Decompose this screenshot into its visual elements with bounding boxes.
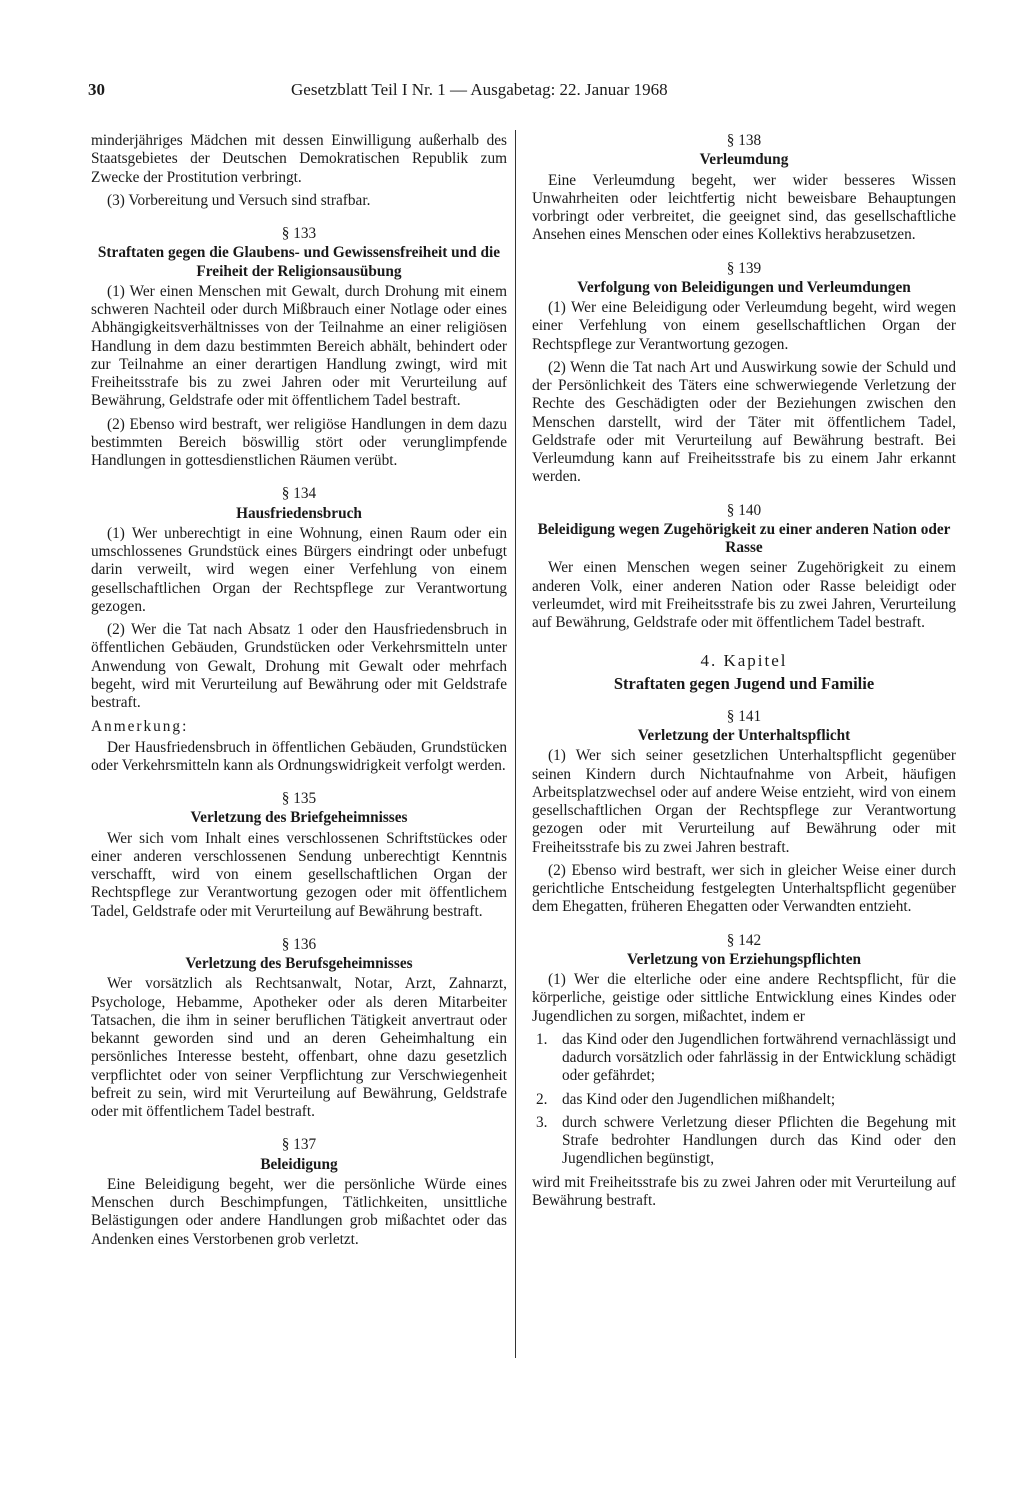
paragraph: (1) Wer unberechtigt in eine Wohnung, einen Raum oder ein umschlossenes Grundstück eines Bürgers eindringt oder unbefugt darin verweilt, wird wegen einer Verfehlung von einem gesellschaftlichen Organ der Rechtspflege zur Verantwortung gezogen. bbox=[91, 524, 507, 615]
list-item bbox=[532, 1114, 956, 1169]
chapter-label: 4. Kapitel bbox=[700, 651, 788, 671]
section-139 bbox=[532, 260, 956, 487]
list-item-text: durch schwere Verletzung dieser Pflichten die Begehung mit Strafe bedrohter Handlungen durch das Kind oder den Jugendlichen begünstigt, bbox=[562, 1113, 956, 1168]
section-title: Verletzung des Berufsgeheimnisses bbox=[185, 955, 413, 972]
section-number: § 134 bbox=[281, 485, 317, 503]
section-title: Beleidigung wegen Zugehörigkeit zu einer anderen Nation oder Rasse bbox=[537, 520, 951, 556]
paragraph: (2) Ebenso wird bestraft, wer religiöse Handlungen in dem dazu bestimmten Bereich böswillig stört oder verunglimpfende Handlungen in gottesdienstlichen Räumen verübt. bbox=[91, 415, 507, 469]
section-141 bbox=[532, 708, 956, 917]
section-number: § 136 bbox=[281, 935, 317, 953]
paragraph: (1) Wer einen Menschen mit Gewalt, durch Drohung mit einem schweren Nachteil oder durch Mißbrauch einer Notlage oder eines Abhängigkeitsverhältnisses von der Teilnahme an einer religiösen Handlung in dem dazu bestimmten Bereich abhält, behindert oder zur Teilnahme an einer derartigen Handlung zwingt, wird mit Freiheitsstrafe bis zu zwei Jahren oder mit Verurteilung auf Bewährung, Geldstrafe oder mit öffentlichem Tadel bestraft. bbox=[91, 282, 507, 410]
page-header bbox=[88, 80, 760, 106]
section-142 bbox=[532, 932, 956, 1211]
paragraph: (1) Wer sich seiner gesetzlichen Unterhaltspflicht gegenüber seinen Kindern durch Nichtaufnahme von Arbeit, häufigen Arbeitsplatzwechsel oder auf andere Weise entzieht, wird von einem gesellschaftlichen Organ der Rechtspflege zur Verantwortung gezogen oder mit Verurteilung auf Bewährung oder mit Freiheitsstrafe bis zu zwei Jahren bestraft. bbox=[532, 747, 956, 856]
paragraph: Wer vorsätzlich als Rechtsanwalt, Notar, Arzt, Zahnarzt, Psychologe, Hebamme, Apotheker oder als deren Mitarbeiter Tatsachen, die ihm in seiner beruflichen Tätigkeit anvertraut oder bekannt geworden sind und an deren Geheimhaltung ein persönliches Interesse besteht, offenbart, ohne dazu gesetzlich verpflichtet oder von seiner Verpflichtung zur Verschwiegenheit befreit zu sein, wird mit Verurteilung auf Bewährung, Geldstrafe oder mit öffentlichem Tadel bestraft. bbox=[91, 975, 507, 1120]
section-number: § 142 bbox=[726, 931, 762, 949]
section-136 bbox=[91, 936, 507, 1122]
section-title: Hausfriedensbruch bbox=[236, 504, 362, 522]
paragraph: (1) Wer eine Beleidigung oder Verleumdung begeht, wird wegen einer Verfehlung von einem gesellschaftlichen Organ der Rechtspflege zur Verantwortung gezogen. bbox=[532, 299, 956, 353]
page-number: 30 bbox=[88, 80, 105, 99]
section-title: Verfolgung von Beleidigungen und Verleumdungen bbox=[577, 278, 911, 296]
paragraph: (2) Wer die Tat nach Absatz 1 oder den Hausfriedensbruch in öffentlichen Gebäuden, Grundstücken oder Verkehrsmitteln unter Anwendung von Gewalt, Drohung mit Gewalt oder mehrfach begeht, wird mit Verurteilung auf Bewährung oder mit Geldstrafe bestraft. bbox=[91, 621, 507, 711]
list-item-number: 2. bbox=[536, 1090, 548, 1108]
section-title: Verletzung der Unterhaltspflicht bbox=[637, 727, 851, 744]
section-number: § 138 bbox=[726, 132, 762, 149]
section-number: § 135 bbox=[281, 790, 317, 807]
section-title: Verletzung des Briefgeheimnisses bbox=[190, 809, 408, 827]
section-title: Verleumdung bbox=[699, 151, 789, 169]
section-number: § 139 bbox=[726, 259, 762, 277]
section-title: Straftaten gegen die Glaubens- und Gewissensfreiheit und die Freiheit der Religionsausübung bbox=[97, 244, 501, 280]
list-item-number: 1. bbox=[536, 1030, 548, 1048]
section-137 bbox=[91, 1136, 507, 1249]
left-column bbox=[91, 132, 507, 1254]
section-number: § 140 bbox=[726, 501, 762, 519]
list-item-text: das Kind oder den Jugendlichen mißhandelt; bbox=[562, 1090, 836, 1108]
section-140 bbox=[532, 502, 956, 633]
intro-paragraph: minderjähriges Mädchen mit dessen Einwilligung außerhalb des Staatsgebietes der Deutschen Demokratischen Republik zum Zwecke der Prostitution verbringt. bbox=[91, 132, 507, 186]
column-divider bbox=[515, 130, 516, 1358]
section-number: § 141 bbox=[726, 707, 762, 725]
list-item bbox=[532, 1091, 956, 1109]
paragraph: Wer einen Menschen wegen seiner Zugehörigkeit zu einem anderen Volk, einer anderen Nation oder Rasse beleidigt oder verleumdet, wird mit Freiheitsstrafe bis zu zwei Jahren, Verurteilung auf Bewährung, Geldstrafe oder mit öffentlichem Tadel bestraft. bbox=[532, 559, 956, 631]
intro-paragraph-3: (3) Vorbereitung und Versuch sind strafbar. bbox=[107, 191, 371, 209]
section-title: Beleidigung bbox=[260, 1155, 338, 1173]
paragraph: (1) Wer die elterliche oder eine andere Rechtspflicht, für die körperliche, geistige oder sittliche Entwicklung eines Kindes oder Jugendlichen zu sorgen, mißachtet, indem er bbox=[532, 971, 956, 1025]
note-label: Anmerkung: bbox=[91, 718, 189, 736]
section-133 bbox=[91, 225, 507, 470]
paragraph: (2) Wenn die Tat nach Art und Auswirkung sowie der Schuld und der Persönlichkeit des Täters eine schwerwiegende Verletzung der Rechte des Geschädigten oder der Beziehungen zwischen den Menschen darstellt, wird der Täter mit öffentlichem Tadel, Geldstrafe oder mit Verurteilung auf Bewährung bestraft. Bei Verleumdung kann auf Freiheitsstrafe bis zu einem Jahr erkannt werden. bbox=[532, 358, 956, 486]
paragraph: (2) Ebenso wird bestraft, wer sich in gleicher Weise einer durch gerichtliche Entscheidung festgelegten Unterhaltspflicht gegenüber dem Ehegatten, früheren Ehegatten oder Verwandten entzieht. bbox=[532, 861, 956, 916]
section-number: § 133 bbox=[281, 225, 317, 242]
section-number: § 137 bbox=[281, 1136, 317, 1154]
section-135 bbox=[91, 790, 507, 921]
list-item-number: 3. bbox=[536, 1113, 548, 1131]
paragraph: Eine Beleidigung begeht, wer die persönliche Würde eines Menschen durch Beschimpfungen, Tätlichkeiten, unsittliche Belästigungen oder andere Handlungen grob mißachtet oder das Andenken eines Verstorbenen grob verletzt. bbox=[91, 1175, 507, 1248]
running-title: Gesetzblatt Teil I Nr. 1 — Ausgabetag: 22. Januar 1968 bbox=[291, 80, 668, 99]
section-title: Verletzung von Erziehungspflichten bbox=[627, 950, 861, 968]
right-column bbox=[532, 132, 956, 1215]
list-item bbox=[532, 1031, 956, 1086]
section-134 bbox=[91, 485, 507, 775]
closing-paragraph: wird mit Freiheitsstrafe bis zu zwei Jahren oder mit Verurteilung auf Bewährung bestraft. bbox=[532, 1173, 956, 1209]
chapter-title: Straftaten gegen Jugend und Familie bbox=[613, 673, 875, 693]
paragraph: Eine Verleumdung begeht, wer wider besseres Wissen Unwahrheiten oder leichtfertig nicht beweisbare Behauptungen vorbringt oder verbreitet, die geeignet sind, das gesellschaftliche Ansehen eines Menschen oder eines Kollektivs herabzusetzen. bbox=[532, 171, 956, 244]
note-paragraph: Der Hausfriedensbruch in öffentlichen Gebäuden, Grundstücken oder Verkehrsmitteln kann als Ordnungswidrigkeit verfolgt werden. bbox=[91, 738, 507, 774]
section-138 bbox=[532, 132, 956, 245]
list-item-text: das Kind oder den Jugendlichen fortwährend vernachlässigt und dadurch vorsätzlich oder fahrlässig in der Entwicklung schädigt oder gefährdet; bbox=[562, 1030, 956, 1085]
paragraph: Wer sich vom Inhalt eines verschlossenen Schriftstückes oder einer anderen verschlossenen Sendung unberechtigt Kenntnis verschafft, wird von einem gesellschaftlichen Organ der Rechtspflege zur Verantwortung gezogen oder mit öffentlichem Tadel, Geldstrafe oder mit Verurteilung auf Bewährung bestraft. bbox=[91, 829, 507, 920]
